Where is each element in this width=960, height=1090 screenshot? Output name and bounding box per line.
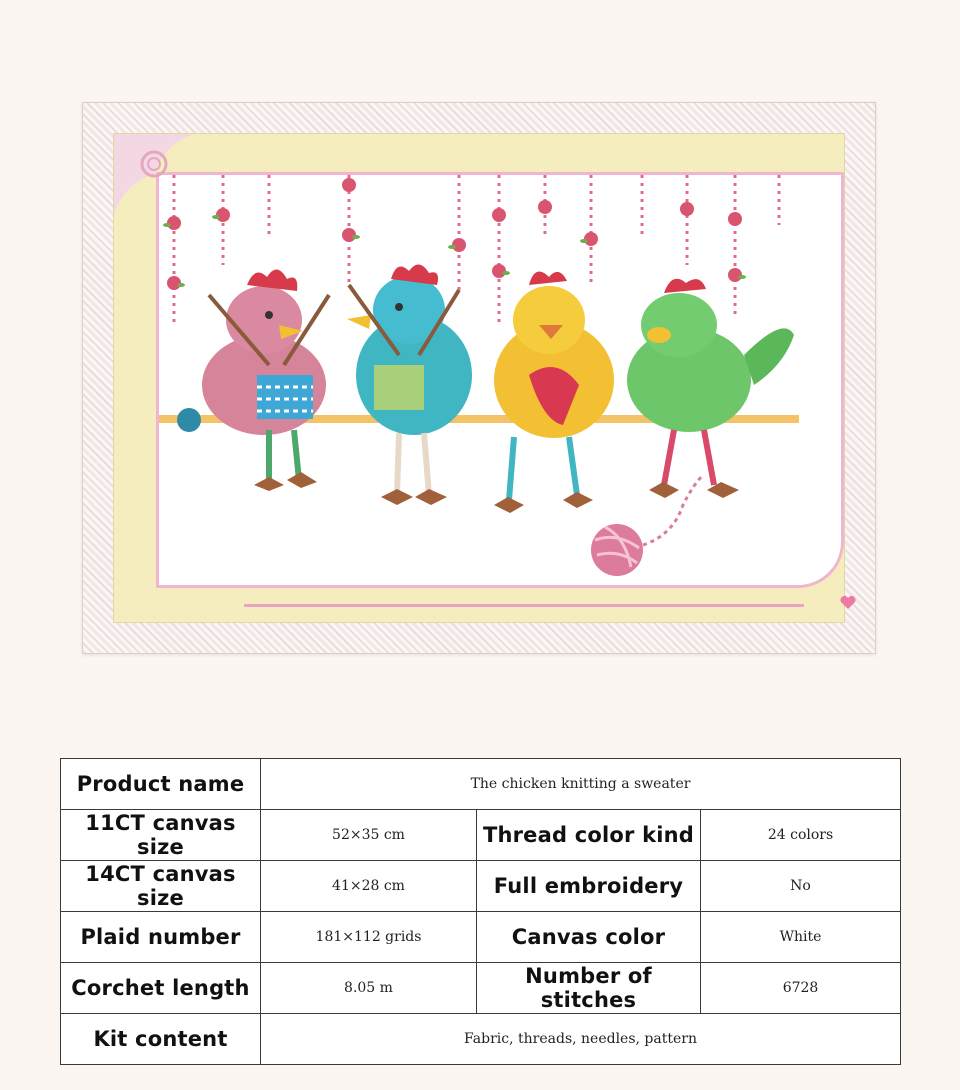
plaid-number-label: Plaid number bbox=[61, 912, 261, 963]
green-chicken-icon bbox=[627, 279, 794, 498]
plaid-number-value: 181×112 grids bbox=[261, 912, 477, 963]
full-embroidery-label: Full embroidery bbox=[477, 861, 701, 912]
table-row bbox=[61, 759, 901, 810]
table-row bbox=[61, 861, 901, 912]
rose-icons bbox=[167, 178, 742, 290]
picture-frame bbox=[82, 102, 876, 654]
yellow-chicken-icon bbox=[494, 272, 614, 513]
frame-mat bbox=[113, 133, 845, 623]
canvas-11ct-value: 52×35 cm bbox=[261, 810, 477, 861]
canvas-11ct-label: 11CT canvas size bbox=[61, 810, 261, 861]
stitches-label: Number of stitches bbox=[477, 963, 701, 1014]
corchet-length-label: Corchet length bbox=[61, 963, 261, 1014]
table-row bbox=[61, 963, 901, 1014]
table-row bbox=[61, 810, 901, 861]
product-name-value: The chicken knitting a sweater bbox=[261, 759, 901, 810]
canvas-14ct-label: 14CT canvas size bbox=[61, 861, 261, 912]
cross-stitch-artwork bbox=[156, 172, 844, 588]
kit-content-label: Kit content bbox=[61, 1014, 261, 1065]
heart-icon bbox=[840, 596, 856, 610]
product-name-label: Product name bbox=[61, 759, 261, 810]
corchet-length-value: 8.05 m bbox=[261, 963, 477, 1014]
thread-color-label: Thread color kind bbox=[477, 810, 701, 861]
chickens-knitting-illustration bbox=[159, 175, 841, 585]
table-row bbox=[61, 1014, 901, 1065]
pink-chicken-icon bbox=[177, 269, 329, 491]
canvas-color-value: White bbox=[701, 912, 901, 963]
mat-trim-bottom bbox=[244, 604, 804, 607]
thread-color-value: 24 colors bbox=[701, 810, 901, 861]
canvas-color-label: Canvas color bbox=[477, 912, 701, 963]
corner-rose-ornament-icon bbox=[114, 134, 194, 214]
stitches-value: 6728 bbox=[701, 963, 901, 1014]
blue-chicken-icon bbox=[347, 264, 472, 505]
canvas-14ct-value: 41×28 cm bbox=[261, 861, 477, 912]
kit-content-value: Fabric, threads, needles, pattern bbox=[261, 1014, 901, 1065]
table-row bbox=[61, 912, 901, 963]
full-embroidery-value: No bbox=[701, 861, 901, 912]
product-spec-table bbox=[60, 758, 901, 1065]
yarn-ball-icon bbox=[591, 475, 703, 576]
